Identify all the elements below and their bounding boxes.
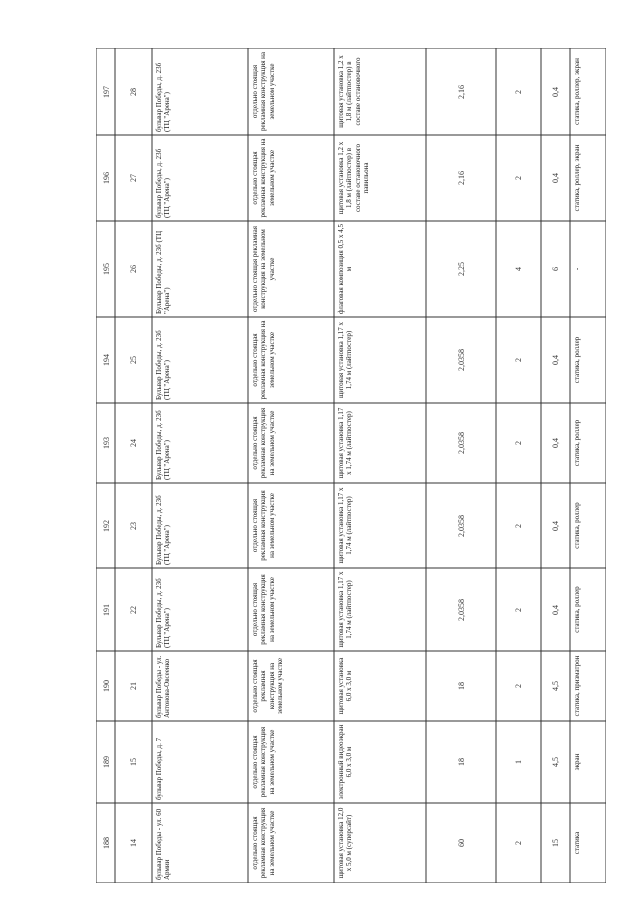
structure-type-cell: щитовая установка 1,17 х 1,74 м (лайтпостер) bbox=[337, 322, 354, 398]
technology-cell: статика, роллер bbox=[573, 586, 581, 633]
sides-value: 2 bbox=[514, 358, 523, 362]
record-number: 189 bbox=[102, 756, 111, 768]
sides-value: 2 bbox=[514, 608, 523, 612]
structure-kind-cell: отдельно стоящая рекламная конструкция на земельном участке bbox=[251, 574, 276, 645]
sides-value: 2 bbox=[514, 176, 523, 180]
record-number: 193 bbox=[102, 437, 111, 449]
item-number: 21 bbox=[129, 682, 138, 690]
sides-value: 2 bbox=[514, 441, 523, 445]
register-table bbox=[96, 48, 606, 883]
term-value: 4,5 bbox=[551, 757, 560, 767]
area-value: 18 bbox=[457, 758, 466, 766]
structure-kind-cell: отдельно стоящая рекламная конструкция на земельном участке bbox=[251, 407, 276, 479]
structure-type-cell: электронный видеоэкран 6,0 х 3,0 м bbox=[337, 724, 354, 800]
term-value: 0,4 bbox=[551, 173, 560, 183]
item-number: 26 bbox=[129, 265, 138, 273]
area-value: 2,16 bbox=[457, 85, 466, 99]
address-cell: Бульвар Победы, д. 23б (ТЦ "Арена") bbox=[155, 410, 172, 480]
sides-value: 2 bbox=[514, 524, 523, 528]
term-value: 0,4 bbox=[551, 87, 560, 97]
structure-kind-cell: отдельно стоящая рекламная конструкция на земельном участке bbox=[251, 138, 276, 218]
record-number: 192 bbox=[102, 520, 111, 532]
address-cell: бульвар Победы, д. 23б (ТЦ "Арена") bbox=[155, 148, 172, 218]
structure-type-cell: флаговая композиция 0,5 х 4,5 м bbox=[337, 223, 354, 314]
technology-cell: статика, роллер bbox=[573, 336, 581, 384]
address-cell: Бульвар Победы, д. 23б (ТЦ "Арена") bbox=[155, 330, 172, 400]
area-value: 60 bbox=[457, 839, 466, 847]
table-row bbox=[102, 723, 604, 801]
sides-value: 2 bbox=[514, 90, 523, 94]
structure-type-cell: щитовая установка 1,2 х 1,8 м (лайтпостер) в составе остановочного bbox=[337, 55, 362, 128]
item-number: 27 bbox=[129, 174, 138, 182]
rotated-table-scan bbox=[96, 48, 606, 883]
term-value: 0,4 bbox=[551, 521, 560, 531]
item-number: 14 bbox=[129, 839, 138, 847]
area-value: 2,0358 bbox=[457, 349, 466, 371]
sides-value: 2 bbox=[514, 684, 523, 688]
structure-kind-cell: отдельно стоящая рекламная конструкция на земельном участке bbox=[251, 726, 276, 798]
structure-type-cell: щитовая установка 1,17 х 1,74 м (лайтпостер) bbox=[337, 407, 354, 479]
table-row bbox=[102, 319, 604, 401]
technology-cell: статика, роллер bbox=[573, 502, 581, 549]
area-value: 2,25 bbox=[457, 262, 466, 276]
structure-kind-cell: отдельно стоящая рекламная конструкция на земельном участке bbox=[251, 490, 276, 561]
table-row bbox=[102, 405, 604, 481]
term-value: 0,4 bbox=[551, 438, 560, 448]
technology-cell: статика, призматрон bbox=[573, 655, 581, 717]
address-cell: бульвар Победы, д. 23б (ТЦ "Арена") bbox=[155, 62, 172, 132]
sides-value: 2 bbox=[514, 841, 523, 845]
term-value: 4,5 bbox=[551, 681, 560, 691]
table-row bbox=[102, 570, 604, 649]
address-cell: бульвар Победы - ул. Антонова-Овсеенко bbox=[155, 655, 172, 718]
term-value: 6 bbox=[551, 267, 560, 271]
address-cell: Бульвар Победы, д. 23б (ТЦ "Арена") bbox=[155, 578, 172, 648]
structure-type-cell: щитовая установка 1,17 х 1,74 м (лайтпостер) bbox=[337, 487, 354, 564]
item-number: 28 bbox=[129, 88, 138, 96]
sides-value: 1 bbox=[514, 760, 523, 764]
table-row bbox=[102, 223, 604, 315]
technology-cell: статика, роллер, экран bbox=[573, 144, 581, 212]
address-cell: Бульвар Победы, д. 23б (ТЦ "Арена") bbox=[155, 495, 172, 565]
table-row bbox=[102, 50, 604, 133]
area-value: 2,16 bbox=[457, 171, 466, 185]
item-number: 22 bbox=[129, 606, 138, 614]
structure-kind-cell: отдельно стоящая рекламная конструкция на земельном участке bbox=[251, 226, 276, 312]
record-number: 190 bbox=[102, 680, 111, 692]
structure-type-cell: щитовая установка 1,17 х 1,74 м (лайтпостер) bbox=[337, 571, 354, 648]
item-number: 24 bbox=[129, 439, 138, 447]
structure-kind-cell: отдельно стоящая рекламная конструкция на земельном участке bbox=[251, 807, 276, 879]
record-number: 197 bbox=[102, 86, 111, 98]
item-number: 25 bbox=[129, 356, 138, 364]
table-row bbox=[102, 137, 604, 219]
item-number: 15 bbox=[129, 758, 138, 766]
table-row bbox=[102, 653, 604, 719]
record-number: 195 bbox=[102, 263, 111, 275]
structure-kind-cell: отдельно стоящая рекламная конструкция на земельном участке bbox=[251, 51, 276, 132]
record-number: 196 bbox=[102, 172, 111, 184]
address-cell: бульвар Победы - ул. 60 Армии bbox=[155, 808, 172, 880]
table-row bbox=[102, 485, 604, 566]
structure-type-cell: щитовая установка 12,0 х 5,0 м (суперсайт) bbox=[337, 807, 354, 879]
area-value: 18 bbox=[457, 682, 466, 690]
sides-value: 4 bbox=[514, 267, 523, 271]
technology-cell: статика, роллер, экран bbox=[573, 58, 581, 125]
table-svg bbox=[96, 48, 606, 883]
structure-type-cell: щитовая установка 6,0 х 3,0 м bbox=[337, 657, 354, 715]
technology-cell: статика, роллер bbox=[573, 419, 581, 467]
record-number: 191 bbox=[102, 604, 111, 616]
structure-kind-cell: отдельно стоящая рекламная конструкция на земельном участке bbox=[251, 320, 276, 400]
item-number: 23 bbox=[129, 522, 138, 530]
structure-kind-cell: отдельно стоящая рекламная конструкция на земельном участке bbox=[251, 658, 285, 715]
table-row bbox=[102, 805, 604, 881]
record-number: 194 bbox=[102, 354, 111, 366]
record-number: 188 bbox=[102, 837, 111, 849]
address-cell: бульвар Победы, д. 7 bbox=[155, 737, 163, 800]
area-value: 2,0358 bbox=[457, 515, 466, 537]
area-value: 2,0358 bbox=[457, 599, 466, 621]
term-value: 15 bbox=[551, 839, 560, 847]
technology-cell: экран bbox=[573, 753, 581, 771]
area-value: 2,0358 bbox=[457, 432, 466, 454]
technology-cell: - bbox=[573, 267, 581, 271]
term-value: 0,4 bbox=[551, 605, 560, 615]
term-value: 0,4 bbox=[551, 355, 560, 365]
address-cell: Бульвар Победы, д. 23б (ТЦ "Арена") bbox=[155, 230, 172, 314]
structure-type-cell: щитовая установка 1,2 х 1,8 м (лайтпостер) в составе остановочного павильона bbox=[337, 141, 371, 215]
technology-cell: статика bbox=[573, 831, 581, 855]
